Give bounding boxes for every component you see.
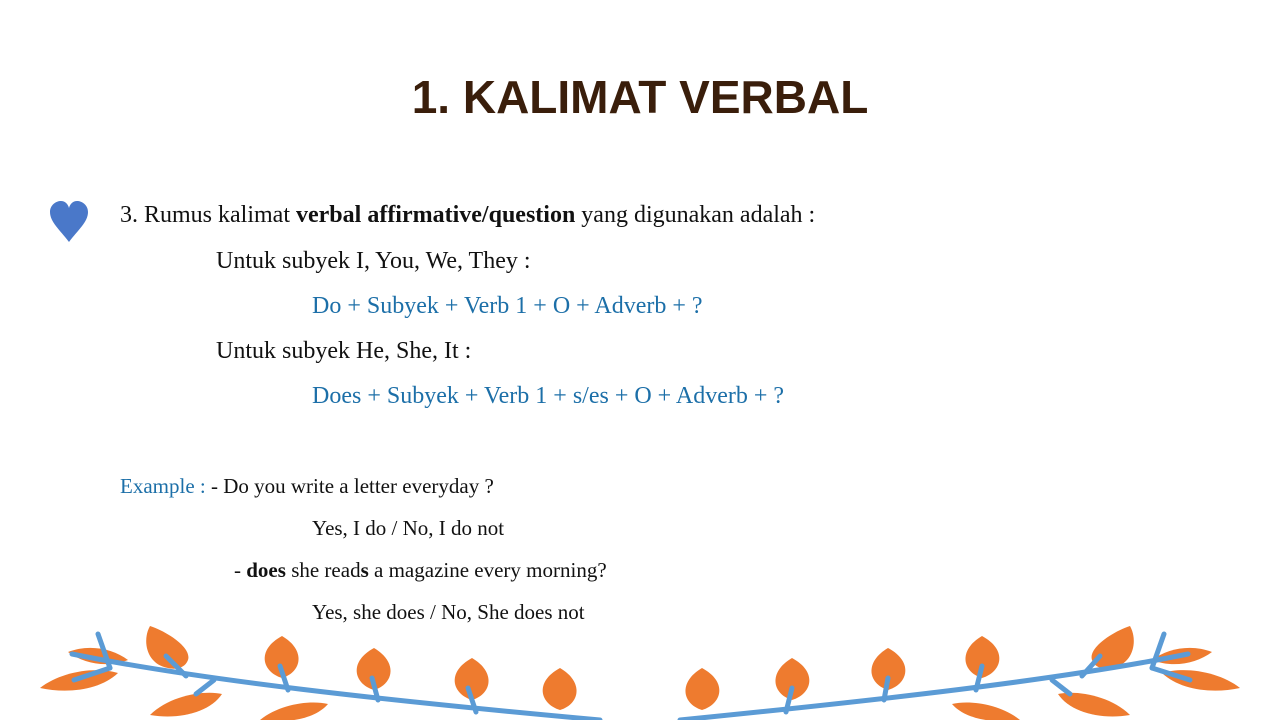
leaf-branch-decoration: [0, 600, 1280, 720]
group2-formula: Does + Subyek + Verb 1 + s/es + O + Adverb + ?: [312, 383, 785, 409]
rule-bold: verbal affirmative/question: [296, 202, 576, 228]
q2-dash: -: [234, 558, 247, 582]
q2-end: a magazine every morning?: [368, 558, 607, 582]
leaves-left: [40, 626, 577, 720]
example-line-1: [120, 474, 494, 499]
example-answer-1: Yes, I do / No, I do not: [312, 516, 505, 540]
leaves-right: [685, 626, 1240, 720]
group1-formula: Do + Subyek + Verb 1 + O + Adverb + ?: [312, 293, 703, 319]
group1-label: Untuk subyek I, You, We, They :: [216, 248, 531, 274]
q2-bold-s: s: [360, 558, 369, 582]
example-label: Example :: [120, 474, 206, 498]
heart-icon: [48, 200, 90, 244]
q2-mid: she read: [285, 558, 361, 582]
slide-title: 1. KALIMAT VERBAL: [411, 71, 869, 123]
rule-prefix: 3. Rumus kalimat: [120, 202, 296, 228]
group2-label: Untuk subyek He, She, It :: [216, 338, 472, 364]
q2-bold: does: [246, 558, 286, 582]
rule-line: [120, 202, 815, 229]
example-question-2: [234, 558, 607, 583]
example-answer-2: Yes, she does / No, She does not: [312, 600, 585, 624]
rule-suffix: yang digunakan adalah :: [575, 202, 816, 228]
example-question-1: - Do you write a letter everyday ?: [205, 474, 494, 498]
